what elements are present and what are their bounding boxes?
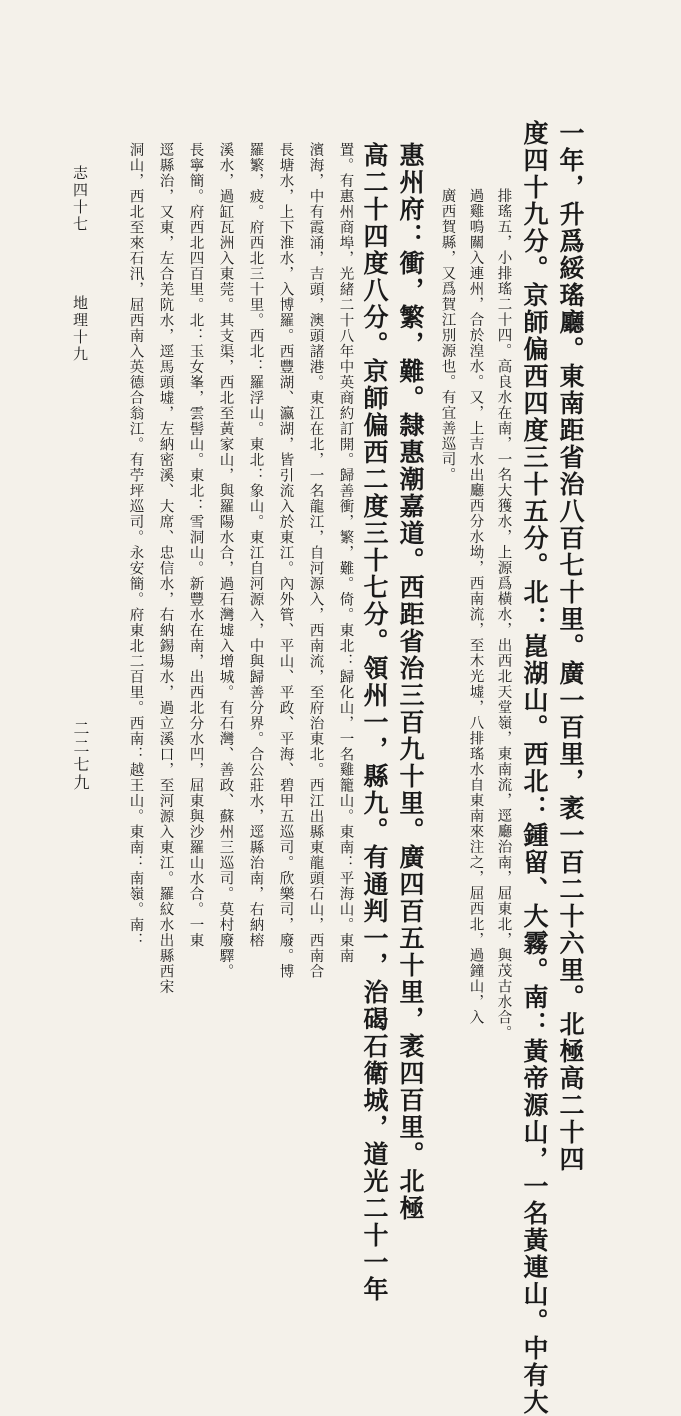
text-column-3: 排瑤五，小排瑤二十四。高良水在南，一名大獲水，上源爲橫水，出西北天堂嶺，東南流，逕廳治南，屈東北，與茂古水合。	[495, 188, 512, 1041]
text-column-11: 羅繁，疲。府西北三十里。西北：羅浮山。東北：象山。東江自河源入，中與歸善分界。合公莊水，逕縣治南，右納榕	[247, 142, 264, 948]
text-column-15: 洞山，西北至來石汛，屈西南入英德合翁江。有苧坪巡司。永安簡。府東北二百里。西南：越王山。東南：南嶺。南：	[127, 142, 144, 948]
section-label: 地理十九	[71, 295, 89, 363]
chapter-label: 志四十七	[71, 165, 89, 233]
text-column-6: 惠州府：衝，繁，難。隸惠潮嘉道。西距省治三百九十里。廣四百五十里，袤四百里。北極	[396, 142, 425, 1222]
text-column-5: 廣西賀縣，又爲賀江別源也。有宜善巡司。	[439, 188, 456, 483]
text-column-7: 高二十四度八分。京師偏西二度三十七分。領州一，縣九。有通判一，治碣石衛城，道光二十一年	[360, 142, 389, 1303]
text-column-9: 濱海，中有霞涌，吉頭，澳頭諸港。東江在北，一名龍江，自河源入，西南流，至府治東北。西江出縣東龍頭石山，西南合	[307, 142, 324, 979]
page-number: 二二七九	[71, 720, 90, 792]
text-column-13: 長寧簡。府西北四百里。北：玉女峯，雲髻山。東北：雪洞山。新豐水在南，出西北分水凹，屈東與沙羅山水合。一東	[187, 142, 204, 948]
text-column-14: 逕縣治，又東，左合羌阬水，逕馬頭墟，左納密溪、大席、忠信水，右納錫場水，過立溪口，至河源入東江。羅紋水出縣西宋	[157, 142, 174, 995]
text-column-8: 置。有惠州商埠，光緒二十八年中英商約訂開。歸善衝，繁，難。倚。東北：歸化山，一名雞籠山。東南：平海山。東南	[337, 142, 354, 964]
text-column-2: 度四十九分。京師偏西四度三十五分。北：崑湖山。西北：鍾留、大霧。南：黃帝源山，一名黃連山。中有大	[520, 120, 549, 1416]
text-column-4: 過雞鳴關入連州，合於湟水。又，上吉水出廳西分水坳，西南流，至木光墟，八排瑤水自東南來注之，屈西北，過鐘山，入	[467, 188, 484, 1025]
text-column-1: 一年，升爲綏瑤廳。東南距省治八百七十里。廣一百里，袤一百二十六里。北極高二十四	[556, 120, 585, 1173]
text-column-12: 溪水，過缸瓦洲入東莞。其支渠，西北至黃家山，與羅陽水合，過石灣墟入增城。有石灣、善政、蘇州三巡司。莫村廢驛。	[217, 142, 234, 979]
text-column-10: 長塘水，上下淮水，入博羅。西豐湖、瀛湖，皆引流入於東江。內外管、平山、平政、平海、碧甲五巡司。欣樂司，廢。博	[277, 142, 294, 979]
